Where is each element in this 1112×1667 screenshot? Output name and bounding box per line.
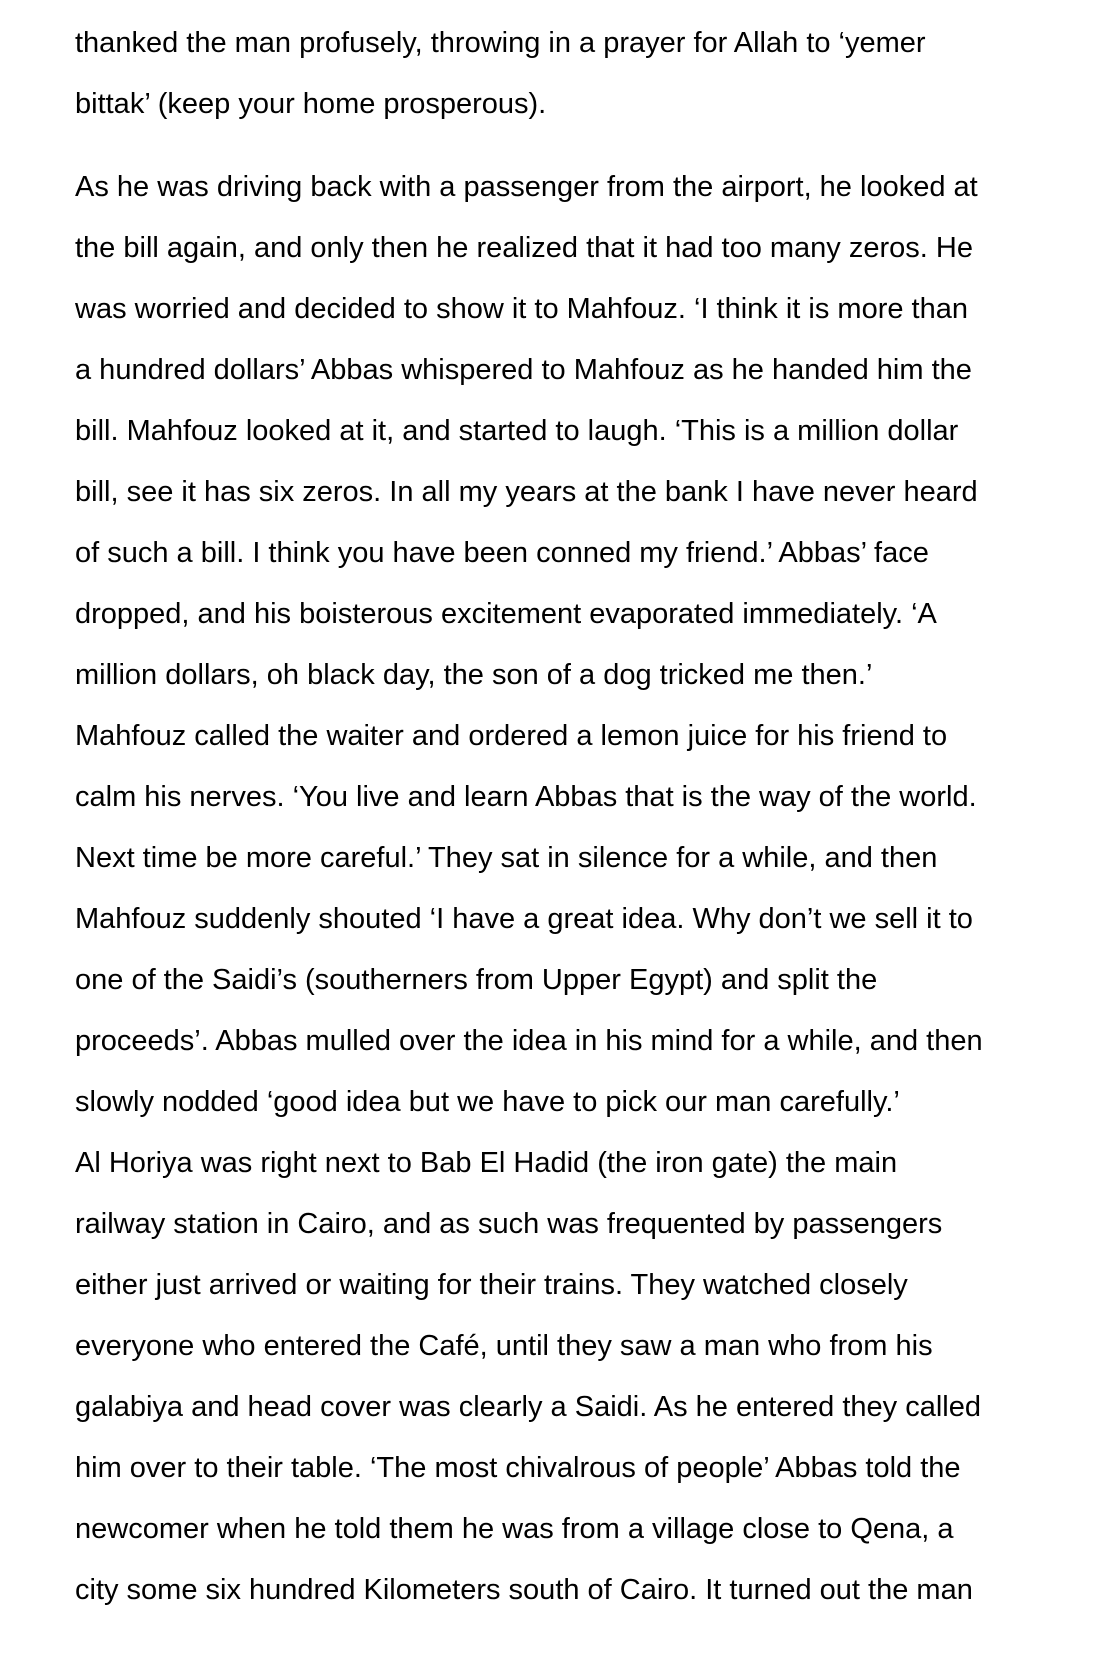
text-line: newcomer when he told them he was from a village close to Qena, a xyxy=(75,1513,954,1545)
text-line: bill, see it has six zeros. In all my years at the bank I have never heard xyxy=(75,476,978,508)
text-line: him over to their table. ‘The most chivalrous of people’ Abbas told the xyxy=(75,1452,961,1484)
text-line: million dollars, oh black day, the son of a dog tricked me then.’ xyxy=(75,659,873,691)
text-line: calm his nerves. ‘You live and learn Abbas that is the way of the world. xyxy=(75,781,977,813)
text-line: dropped, and his boisterous excitement evaporated immediately. ‘A xyxy=(75,598,937,630)
text-line: one of the Saidi’s (southerners from Upper Egypt) and split the xyxy=(75,964,878,996)
text-line: of such a bill. I think you have been conned my friend.’ Abbas’ face xyxy=(75,537,929,569)
text-line: Mahfouz suddenly shouted ‘I have a great idea. Why don’t we sell it to xyxy=(75,903,973,935)
text-line: slowly nodded ‘good idea but we have to pick our man carefully.’ xyxy=(75,1086,900,1118)
text-line: railway station in Cairo, and as such was frequented by passengers xyxy=(75,1208,943,1240)
text-line: city some six hundred Kilometers south of Cairo. It turned out the man xyxy=(75,1574,973,1606)
text-line: thanked the man profusely, throwing in a prayer for Allah to ‘yemer xyxy=(75,27,926,59)
text-line: Mahfouz called the waiter and ordered a lemon juice for his friend to xyxy=(75,720,948,752)
text-line: everyone who entered the Café, until they saw a man who from his xyxy=(75,1330,933,1362)
text-line: proceeds’. Abbas mulled over the idea in his mind for a while, and then xyxy=(75,1025,983,1057)
text-line: was worried and decided to show it to Mahfouz. ‘I think it is more than xyxy=(75,293,968,325)
text-line: the bill again, and only then he realized that it had too many zeros. He xyxy=(75,232,973,264)
text-line: Al Horiya was right next to Bab El Hadid (the iron gate) the main xyxy=(75,1147,898,1179)
text-line: bill. Mahfouz looked at it, and started to laugh. ‘This is a million dollar xyxy=(75,415,959,447)
text-line: Next time be more careful.’ They sat in silence for a while, and then xyxy=(75,842,938,874)
text-line: galabiya and head cover was clearly a Saidi. As he entered they called xyxy=(75,1391,982,1423)
text-line: As he was driving back with a passenger from the airport, he looked at xyxy=(75,171,978,203)
text-line: either just arrived or waiting for their trains. They watched closely xyxy=(75,1269,908,1301)
text-line: a hundred dollars’ Abbas whispered to Mahfouz as he handed him the xyxy=(75,354,972,386)
text-line: bittak’ (keep your home prosperous). xyxy=(75,88,547,120)
